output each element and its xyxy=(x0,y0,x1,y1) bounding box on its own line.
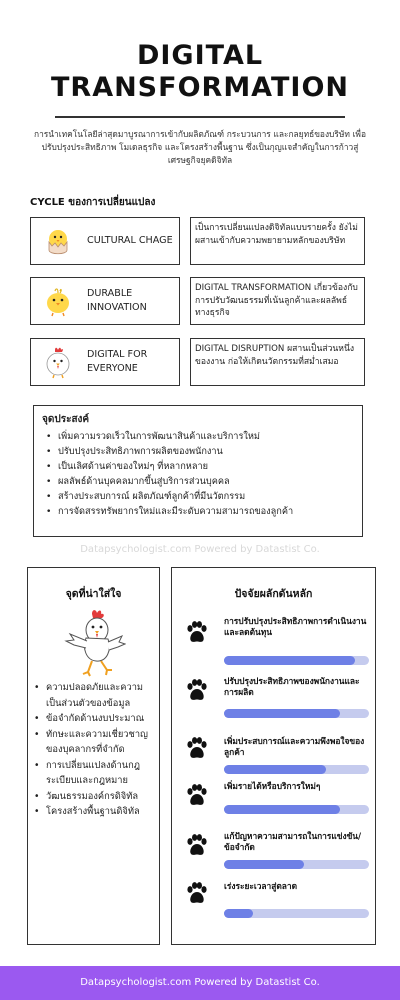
driver-bar-track xyxy=(224,765,369,774)
purpose-item: • ผลลัพธ์ด้านบุคคลมากขึ้นสู่บริการส่วนบุคคล xyxy=(58,474,354,489)
cycle-desc-2: DIGITAL TRANSFORMATION เกี่ยวข้องกับการปรับวัฒนธรรมที่เน้นลูกค้าและผลลัพธ์ทางธุรกิจ xyxy=(190,277,365,325)
purpose-box xyxy=(33,405,363,537)
interest-item: • วัฒนธรรมองค์กรดิจิทัล xyxy=(46,789,158,805)
title-line-1: DIGITAL xyxy=(136,40,264,71)
drivers-title: ปัจจัยผลักดันหลัก xyxy=(234,588,313,600)
purpose-item: • การจัดสรรทรัพยากรใหม่และมีระดับความสามารถของลูกค้า xyxy=(58,504,354,519)
chicken-icon xyxy=(41,345,75,379)
interest-title: จุดที่น่าใส่ใจ xyxy=(65,588,122,600)
driver-bar-track xyxy=(224,909,369,918)
chick-icon xyxy=(41,284,75,318)
hatching-chick-icon xyxy=(41,224,75,258)
interest-item: • โครงสร้างพื้นฐานดิจิทัล xyxy=(46,804,158,820)
interest-item: • ข้อจำกัดด้านงบประมาณ xyxy=(46,711,158,727)
driver-bar-fill xyxy=(224,656,355,665)
paw-icon xyxy=(184,833,210,859)
driver-label: เพิ่มรายได้หรือบริการใหม่ๆ xyxy=(224,781,321,791)
cycle-label-1 xyxy=(30,217,180,265)
driver-bar-fill xyxy=(224,860,304,869)
dancing-chicken-icon xyxy=(62,608,126,678)
paw-icon xyxy=(184,736,210,762)
cycle-desc-3: DIGITAL DISRUPTION ผสานเป็นส่วนหนึ่งของงาน ก่อให้เกิดนวัตกรรมที่สม่ำเสมอ xyxy=(190,338,365,386)
cycle-title: CYCLE ของการเปลี่ยนแปลง xyxy=(30,197,156,208)
drivers-panel xyxy=(171,567,376,945)
cycle-label-2 xyxy=(30,277,180,325)
purpose-item: • เป็นเลิศด้านค่าของใหม่ๆ ที่หลากหลาย xyxy=(58,459,354,474)
purpose-item: • สร้างประสบการณ์ ผลิตภัณฑ์ลูกค้าที่มีนวัตกรรม xyxy=(58,489,354,504)
cycle-label-text-1: CULTURAL CHAGE xyxy=(87,235,173,246)
paw-icon xyxy=(184,783,210,809)
driver-bar-track xyxy=(224,805,369,814)
paw-icon xyxy=(184,620,210,646)
footer-bar xyxy=(0,966,400,1000)
driver-bar-track xyxy=(224,709,369,718)
purpose-list xyxy=(42,429,354,519)
title-divider xyxy=(55,116,345,118)
interest-panel xyxy=(27,567,160,945)
interest-item: • ทักษะและความเชี่ยวชาญของบุคลากรที่จำกัด xyxy=(46,727,158,758)
paw-icon xyxy=(184,881,210,907)
paw-icon xyxy=(184,678,210,704)
interest-list xyxy=(46,680,158,820)
driver-bar-fill xyxy=(224,765,326,774)
footer-text: Datapsychologist.com Powered by Datastist Co. xyxy=(80,977,320,988)
driver-label: การปรับปรุงประสิทธิภาพการดำเนินงานและลดต้นทุน xyxy=(224,616,367,637)
cycle-label-text-3: DIGITAL FOR EVERYONE xyxy=(87,349,148,374)
interest-item: • การเปลี่ยนแปลงด้านกฎระเบียบและกฎหมาย xyxy=(46,758,158,789)
driver-bar-fill xyxy=(224,909,253,918)
title-line-2: TRANSFORMATION xyxy=(50,72,349,103)
driver-bar-track xyxy=(224,656,369,665)
cycle-label-text-2: DURABLE INNOVATION xyxy=(87,288,147,313)
purpose-title: จุดประสงค์ xyxy=(42,414,90,425)
driver-bar-fill xyxy=(224,805,340,814)
purpose-item: • ปรับปรุงประสิทธิภาพการผลิตของพนักงาน xyxy=(58,444,354,459)
driver-bar-fill xyxy=(224,709,340,718)
driver-bar-track xyxy=(224,860,369,869)
page-title xyxy=(0,40,400,104)
driver-label: เร่งระยะเวลาสู่ตลาด xyxy=(224,881,298,891)
cycle-label-3 xyxy=(30,338,180,386)
driver-label: เพิ่มประสบการณ์และความพึงพอใจของลูกค้า xyxy=(224,736,365,757)
driver-label: ปรับปรุงประสิทธิภาพของพนักงานและการผลิต xyxy=(224,676,360,697)
intro-text: การนำเทคโนโลยีล่าสุดมาบูรณาการเข้ากับผลิตภัณฑ์ กระบวนการ และกลยุทธ์ของบริษัท เพื่อปรับปรุงประสิทธิภาพ โมเดลธุรกิจ และโครงสร้างพื้นฐาน ซึ่งเป็นกุญแจสำคัญในการก้าวสู่เศรษฐกิจยุคดิจิทัล xyxy=(34,129,366,165)
watermark-text: Datapsychologist.com Powered by Datastist Co. xyxy=(80,544,320,555)
cycle-desc-1: เป็นการเปลี่ยนแปลงดิจิทัลแบบรายครั้ง ยังไม่ผสานเข้ากับความพยายามหลักของบริษัท xyxy=(190,217,365,265)
driver-label: แก้ปัญหาความสามารถในการแข่งขัน/ข้อจำกัด xyxy=(224,831,362,852)
purpose-item: • เพิ่มความรวดเร็วในการพัฒนาสินค้าและบริการใหม่ xyxy=(58,429,354,444)
interest-item: • ความปลอดภัยและความเป็นส่วนตัวของข้อมูล xyxy=(46,680,158,711)
